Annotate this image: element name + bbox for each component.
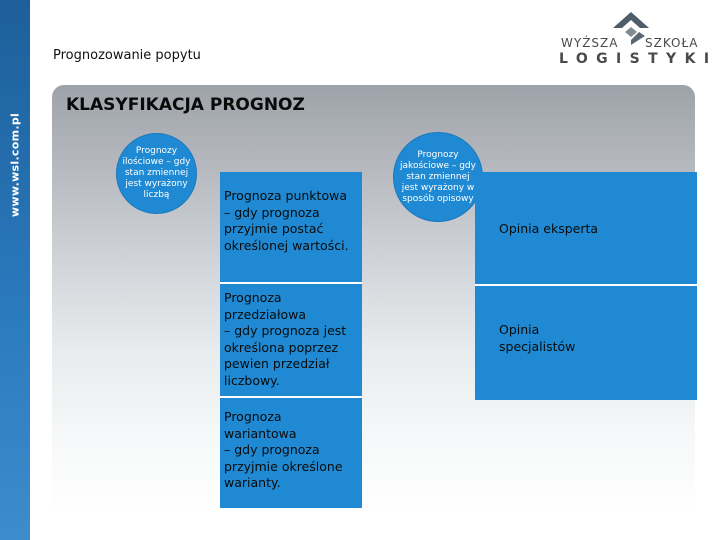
circle-label: Prognozy jakościowe – gdy stan zmiennej jest wyrażony w sposób opisowy — [400, 149, 476, 204]
list-item — [220, 409, 362, 492]
logo-word-1: WYŻSZA — [561, 36, 619, 50]
list-item — [220, 188, 362, 254]
item-description: – gdy prognoza jest określona poprzez pewien przedział liczbowy. — [224, 323, 347, 388]
logo-word-3: LOGISTYKI — [559, 51, 718, 67]
item-heading: Prognoza przedziałowa — [224, 290, 307, 322]
quantitative-forecasts-circle — [116, 133, 197, 214]
list-item — [220, 290, 362, 389]
qualitative-forecasts-circle — [393, 132, 483, 222]
logo — [555, 10, 718, 70]
item-heading: Prognoza wariantowa — [224, 409, 297, 441]
divider — [220, 396, 362, 398]
list-item: Opinia eksperta — [499, 221, 599, 236]
item-description: – gdy prognoza przyjmie określone warianty. — [224, 442, 343, 490]
list-item: Opinia specjalistów — [499, 322, 576, 354]
divider — [475, 284, 697, 286]
website-url: www.wsl.com.pl — [8, 112, 22, 218]
item-description: – gdy prognoza przyjmie postać określonej wartości. — [224, 204, 349, 253]
divider — [220, 282, 362, 284]
slide-title: KLASYFIKACJA PROGNOZ — [66, 95, 305, 115]
quantitative-list — [220, 172, 362, 508]
page-header-title: Prognozowanie popytu — [53, 48, 201, 63]
side-strip — [0, 0, 30, 540]
circle-label: Prognozy ilościowe – gdy stan zmiennej jest wyrażony liczbą — [122, 146, 191, 200]
item-heading: Prognoza punktowa — [224, 188, 347, 203]
qualitative-list — [475, 172, 697, 400]
logo-word-2: SZKOŁA — [645, 36, 699, 50]
